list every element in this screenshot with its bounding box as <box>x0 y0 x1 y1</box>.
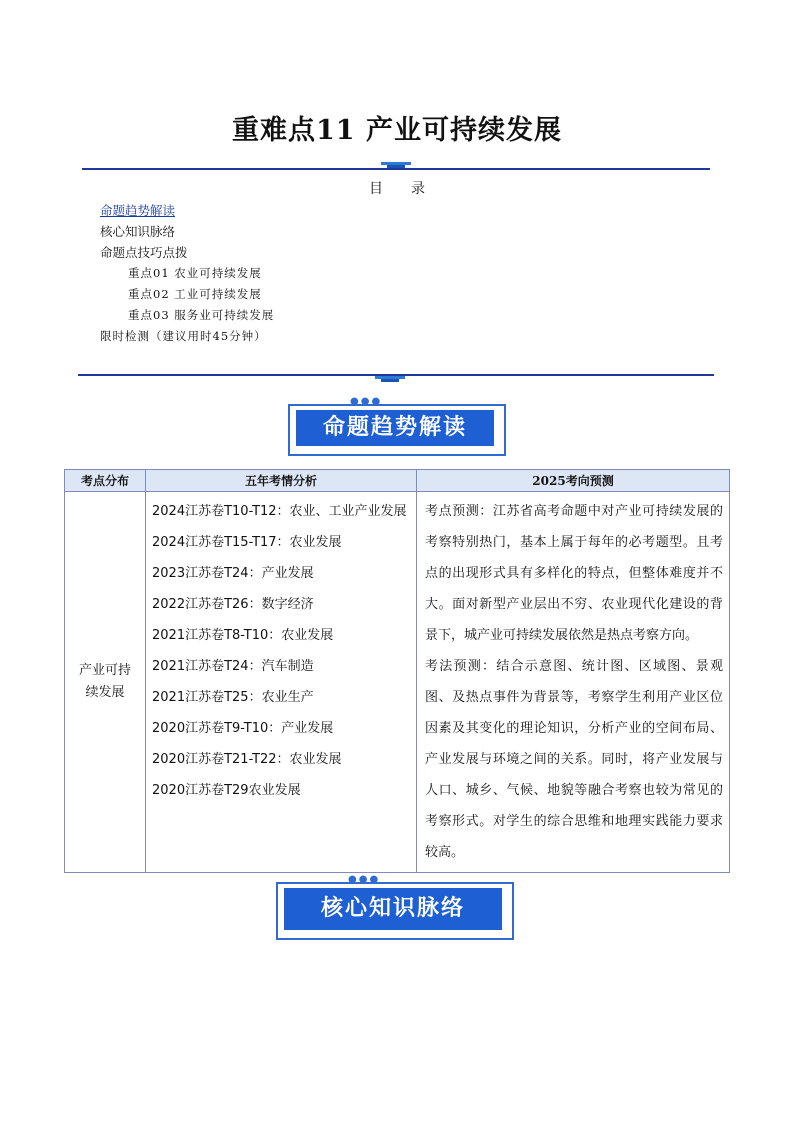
exam-item: 2022江苏卷T26：数字经济 <box>152 597 314 612</box>
toc-heading: 目录 <box>369 181 453 197</box>
toc-link-trend[interactable]: 命题趋势解读 <box>100 203 176 218</box>
banner-label: 命题趋势解读 <box>296 410 494 446</box>
prediction-cell <box>417 492 730 873</box>
prediction-method: 考法预测：结合示意图、统计图、区域图、景观图、及热点事件为背景等，考察学生利用产业区位因素及其变化的理论知识，分析产业的空间布局、产业发展与环境之间的关系。同时，将产业发展与人口、城乡、气候、地貌等融合考察也较为常见的考察形式。对学生的综合思维和地理实践能力要求较高。 <box>425 659 723 860</box>
exam-item: 2024江苏卷T10-T12：农业、工业产业发展 <box>152 504 407 519</box>
section-banner-trend <box>288 396 508 456</box>
exam-item: 2020江苏卷T9-T10：产业发展 <box>152 721 334 736</box>
category-cell <box>65 492 146 873</box>
exam-item: 2024江苏卷T15-T17：农业发展 <box>152 535 342 550</box>
divider-ornament <box>375 376 405 382</box>
divider-ornament <box>381 162 411 168</box>
banner-dots: ●●● <box>348 874 381 885</box>
toc-item-key-03[interactable]: 重点03 服务业可持续发展 <box>128 308 275 322</box>
table-header-row <box>65 470 730 492</box>
exam-item: 2021江苏卷T25：农业生产 <box>152 690 314 705</box>
banner-dots: ●●● <box>350 396 383 407</box>
exam-item: 2020江苏卷T21-T22：农业发展 <box>152 752 342 767</box>
page-title: 重难点11 产业可持续发展 <box>232 115 562 146</box>
exam-item: 2021江苏卷T24：汽车制造 <box>152 659 314 674</box>
exam-item: 2020江苏卷T29农业发展 <box>152 783 301 798</box>
toc-item-key-01[interactable]: 重点01 农业可持续发展 <box>128 266 262 280</box>
exam-item: 2021江苏卷T8-T10：农业发展 <box>152 628 334 643</box>
table-row <box>65 492 730 873</box>
header-distribution: 考点分布 <box>65 470 146 492</box>
exam-analysis-table <box>64 469 730 873</box>
title-divider <box>82 168 710 170</box>
exam-list-cell <box>146 492 417 873</box>
toc-item-key-02[interactable]: 重点02 工业可持续发展 <box>128 287 262 301</box>
section-banner-knowledge <box>276 874 516 940</box>
toc-item-knowledge[interactable]: 核心知识脉络 <box>100 224 176 239</box>
category-label: 产业可持续发展 <box>78 663 131 700</box>
banner-label: 核心知识脉络 <box>284 888 502 930</box>
header-prediction: 2025考向预测 <box>417 470 730 492</box>
prediction-topic: 考点预测：江苏省高考命题中对产业可持续发展的考察特别热门，基本上属于每年的必考题型。且考点的出现形式具有多样化的特点，但整体难度并不大。面对新型产业层出不穷、农业现代化建设的背景下，城产业可持续发展依然是热点考察方向。 <box>425 504 723 643</box>
toc-item-tips[interactable]: 命题点技巧点拨 <box>100 245 188 260</box>
toc-item-test[interactable]: 限时检测（建议用时45分钟） <box>100 329 267 343</box>
table-of-contents <box>100 200 274 347</box>
header-analysis: 五年考情分析 <box>146 470 417 492</box>
exam-item: 2023江苏卷T24：产业发展 <box>152 566 314 581</box>
